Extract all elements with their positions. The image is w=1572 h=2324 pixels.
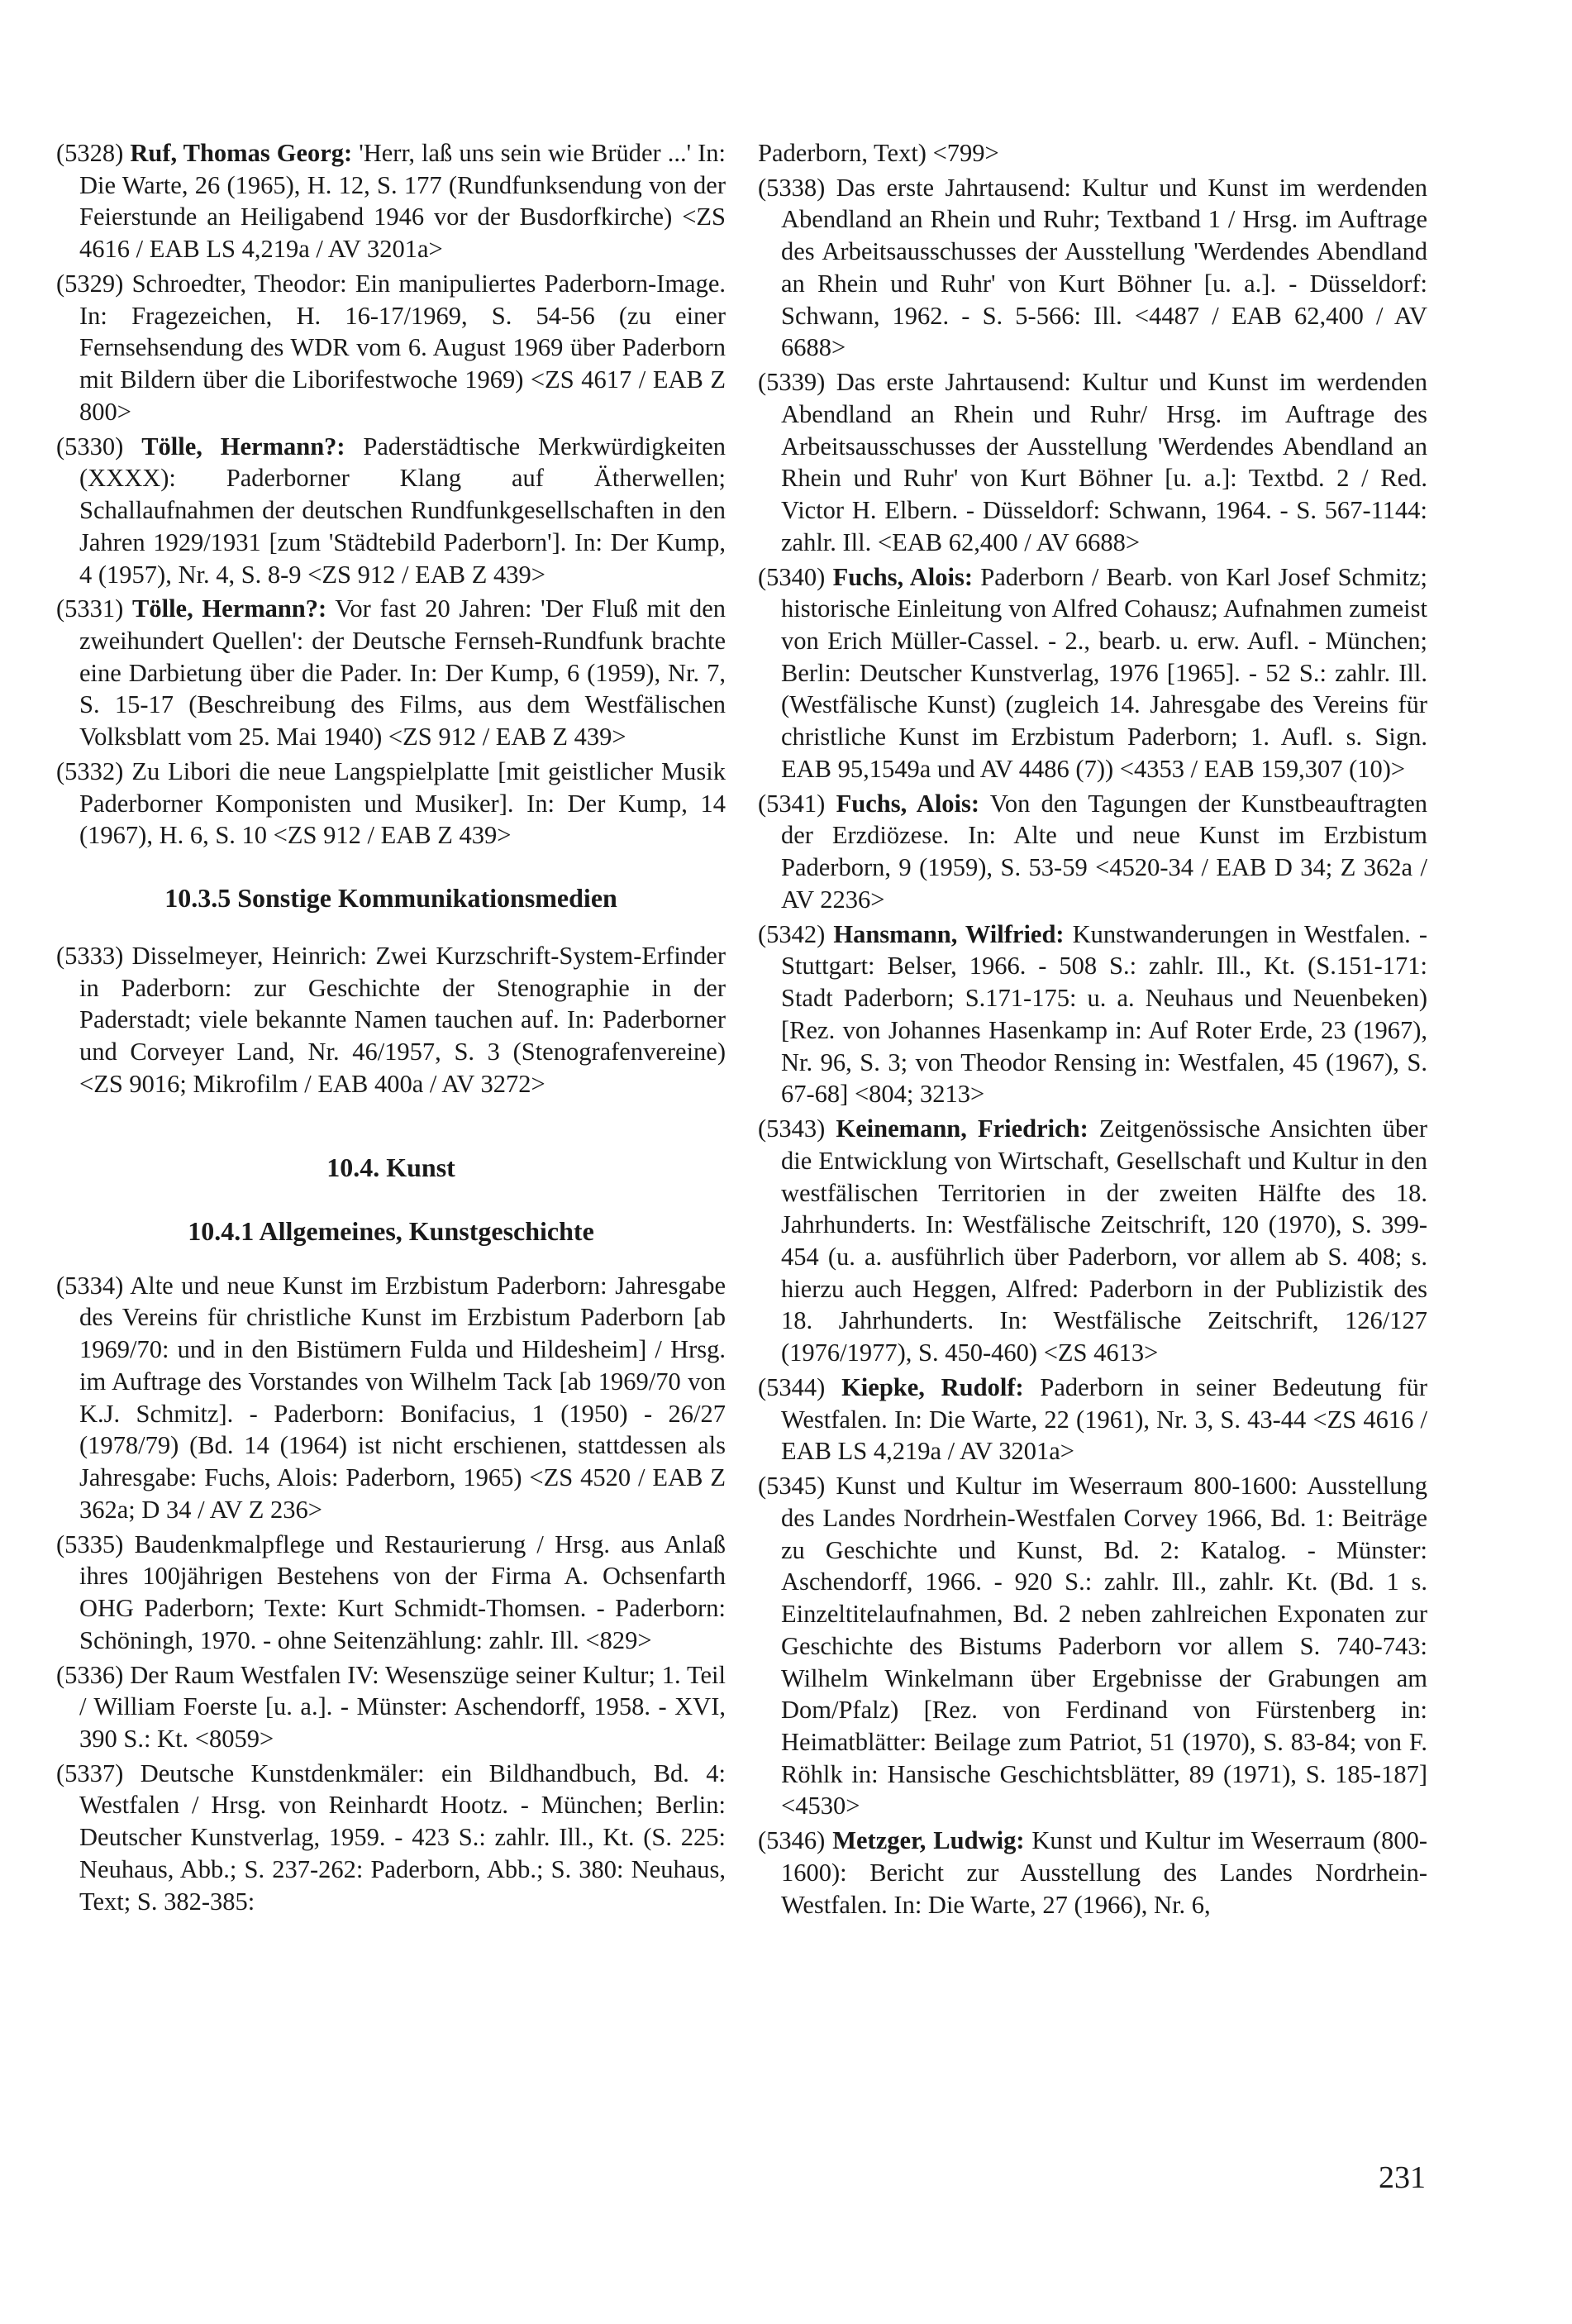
entry-text: Zu Libori die neue Langspielplatte [mit geistlicher Musik Paderborner Komponisten und Musiker]. In: Der Kump, 14 (1967), H. 6, S. 10 <ZS 912 / EAB Z 439> — [79, 756, 726, 850]
entry-number: (5345) — [758, 1472, 826, 1501]
entry-number: (5344) — [758, 1372, 826, 1401]
entry-number: (5334) — [56, 1271, 124, 1300]
entry-number: (5342) — [758, 919, 826, 948]
entry-number: (5336) — [56, 1660, 124, 1689]
bibliography-entry — [758, 366, 1427, 558]
entry-text: Der Raum Westfalen IV: Wesenszüge seiner Kultur; 1. Teil / William Foerste [u. a.]. - Münster: Aschendorff, 1958. - XVI, 390 S.: Kt. <8059> — [79, 1660, 726, 1753]
bibliography-entry — [758, 788, 1427, 916]
bibliography-entry — [56, 940, 726, 1100]
page-number: 231 — [1379, 2160, 1426, 2195]
entry-text: Von den Tagungen der Kunstbeauftragten der Erzdiözese. In: Alte und neue Kunst im Erzbistum Paderborn, 9 (1959), S. 53-59 <4520-34 / EAB D 34; Z 362a / AV 2236> — [781, 789, 1427, 914]
entry-author: Tölle, Hermann?: — [132, 594, 327, 623]
entries-telecom — [56, 137, 726, 852]
section-heading-10-4-1: 10.4.1 Allgemeines, Kunstgeschichte — [188, 1216, 594, 1247]
bibliography-entry — [56, 1270, 726, 1526]
entry-text: Disselmeyer, Heinrich: Zwei Kurzschrift-System-Erfinder in Paderborn: zur Geschichte der Stenographie in der Paderstadt; viele bekannte Namen tauchen auf. In: Paderborner und Corveyer Land, Nr. 46/1957, S. 3 (Stenografenvereine) <ZS 9016; Mikrofilm / EAB 400a / AV 3272> — [79, 941, 726, 1098]
bibliography-entry — [758, 919, 1427, 1110]
entry-number: (5338) — [758, 173, 826, 202]
entry-number: (5329) — [56, 269, 124, 298]
entry-author: Keinemann, Friedrich: — [836, 1114, 1088, 1143]
entries-other-media — [56, 940, 726, 1100]
entry-text: Paderborn in seiner Bedeutung für Westfalen. In: Die Warte, 22 (1961), Nr. 3, S. 43-44 <ZS 4616 / EAB LS 4,219a / AV 3201a> — [781, 1372, 1427, 1466]
left-column — [56, 137, 726, 1920]
entry-text: Schroedter, Theodor: Ein manipuliertes Paderborn-Image. In: Fragezeichen, H. 16-17/1969, S. 54-56 (zu einer Fernsehsendung des WDR vom 6. August 1969 über Paderborn mit Bildern über die Liborifestwoche 1969) <ZS 4617 / EAB Z 800> — [79, 269, 726, 426]
entry-number: (5341) — [758, 789, 826, 818]
bibliography-entry — [758, 1825, 1427, 1921]
section-heading-10-3-5: 10.3.5 Sonstige Kommunikationsmedien — [164, 883, 617, 914]
entry-text: Kunstwanderungen in Westfalen. - Stuttgart: Belser, 1966. - 508 S.: zahlr. Ill., Kt. (S.151-171: Stadt Paderborn; S.171-175: u. a. Neuhaus und Neuenbeken) [Rez. von Johannes Hasenkamp in: Auf Roter Erde, 23 (1967), Nr. 96, S. 3; von Theodor Rensing in: Westfalen, 45 (1967), S. 67-68] <804; 3213> — [781, 919, 1427, 1109]
entry-number: (5332) — [56, 756, 124, 785]
bibliography-entry — [56, 268, 726, 428]
bibliography-entry — [758, 172, 1427, 364]
entry-text: Baudenkmalpflege und Restaurierung / Hrsg. aus Anlaß ihres 100jährigen Bestehens von der Firma A. Ochsenfarth OHG Paderborn; Texte: Kurt Schmidt-Thomsen. - Paderborn: Schöningh, 1970. - ohne Seitenzählung: zahlr. Ill. <829> — [79, 1529, 726, 1654]
entry-text: Kunst und Kultur im Weserraum (800-1600): Bericht zur Ausstellung des Landes Nordrhein-Westfalen. In: Die Warte, 27 (1966), Nr. 6, — [781, 1826, 1427, 1919]
entry-number: (5330) — [56, 432, 124, 461]
bibliography-entry — [56, 1529, 726, 1657]
entry-number: (5343) — [758, 1114, 826, 1143]
entry-text: Vor fast 20 Jahren: 'Der Fluß mit den zweihundert Quellen': der Deutsche Fernseh-Rundfunk brachte eine Darbietung über die Pader. In: Der Kump, 6 (1959), Nr. 7, S. 15-17 (Beschreibung des Films, aus dem Westfälischen Volksblatt vom 25. Mai 1940) <ZS 912 / EAB Z 439> — [79, 594, 726, 752]
entry-text: Alte und neue Kunst im Erzbistum Paderborn: Jahresgabe des Vereins für christliche Kunst im Erzbistum Paderborn [ab 1969/70: und in den Bistümern Fulda und Hildesheim] / Hrsg. im Auftrage des Vorstandes von Wilhelm Tack [ab 1969/70 von K.J. Schmitz]. - Paderborn: Bonifacius, 1 (1950) - 26/27 (1978/79) (Bd. 14 (1964) ist nicht erschienen, stattdessen als Jahresgabe: Fuchs, Alois: Paderborn, 1965) <ZS 4520 / EAB Z 362a; D 34 / AV Z 236> — [79, 1271, 726, 1524]
right-column — [758, 137, 1427, 1923]
entries-art-right — [758, 172, 1427, 1921]
section-heading-10-4: 10.4. Kunst — [326, 1152, 455, 1183]
bibliography-entry — [56, 1659, 726, 1755]
bibliography-entry — [758, 561, 1427, 785]
bibliography-entry — [758, 1372, 1427, 1467]
entry-text: Kunst und Kultur im Weserraum 800-1600: Ausstellung des Landes Nordrhein-Westfalen Corvey 1966, Bd. 1: Beiträge zu Geschichte und Kunst, Bd. 2: Katalog. - Münster: Aschendorff, 1966. - 920 S.: zahlr. Ill., zahlr. Kt. (Bd. 1 s. Einzeltitelaufnahmen, Bd. 2 neben zahlreichen Exponaten zur Geschichte des Bistums Paderborn vor allem S. 740-743: Wilhelm Winkelmann über Ergebnisse der Grabungen am Dom/Pfalz) [Rez. von Ferdinand von Fürstenberg in: Heimatblätter: Beilage zum Patriot, 51 (1970), S. 83-84; von F. Röhlk in: Hansische Geschichtsblätter, 89 (1971), S. 185-187] <4530> — [781, 1472, 1428, 1821]
entry-author: Metzger, Ludwig: — [832, 1826, 1025, 1855]
entry-number: (5337) — [56, 1759, 124, 1787]
entry-text: Paderborn / Bearb. von Karl Josef Schmitz; historische Einleitung von Alfred Cohausz; Aufnahmen zumeist von Erich Müller-Cassel. - 2., bearb. u. erw. Aufl. - München; Berlin: Deutscher Kunstverlag, 1976 [1965]. - 52 S.: zahlr. Ill. (Westfälische Kunst) (zugleich 14. Jahresgabe des Vereins für christliche Kunst im Erzbistum Paderborn; 1. Aufl. s. Sign. EAB 95,1549a und AV 4486 (7)) <4353 / EAB 159,307 (10)> — [781, 562, 1428, 783]
bibliography-entry — [758, 1470, 1427, 1822]
bibliography-entry — [56, 137, 726, 265]
entry-number: (5328) — [56, 139, 124, 167]
entry-text: Das erste Jahrtausend: Kultur und Kunst im werdenden Abendland an Rhein und Ruhr/ Hrsg. im Auftrage des Arbeitsausschusses der Ausstellung 'Werdendes Abendland an Rhein und Ruhr' von Kurt Böhner [u. a.]: Textbd. 2 / Red. Victor H. Elbern. - Düsseldorf: Schwann, 1964. - S. 567-1144: zahlr. Ill. <EAB 62,400 / AV 6688> — [781, 368, 1427, 556]
entry-number: (5331) — [56, 594, 124, 623]
entry-number: (5335) — [56, 1529, 124, 1558]
entry-number: (5339) — [758, 368, 826, 397]
entry-text: Zeitgenössische Ansichten über die Entwicklung von Wirtschaft, Gesellschaft und Kultur in den westfälischen Territorien in der zweiten Hälfte des 18. Jahrhunderts. In: Westfälische Zeitschrift, 120 (1970), S. 399-454 (u. a. ausführlich über Paderborn, vor allem ab S. 408; s. hierzu auch Heggen, Alfred: Paderborn in der Publizistik des 18. Jahrhunderts. In: Westfälische Zeitschrift, 126/127 (1976/1977), S. 450-460) <ZS 4613> — [781, 1114, 1427, 1367]
entry-number: (5346) — [758, 1826, 826, 1855]
bibliography-entry — [56, 1758, 726, 1918]
entry-text: 'Herr, laß uns sein wie Brüder ...' In: Die Warte, 26 (1965), H. 12, S. 177 (Rundfunksendung von der Feierstunde an Heiligabend 1946 vor der Busdorfkirche) <ZS 4616 / EAB LS 4,219a / AV 3201a> — [79, 139, 726, 264]
continuation-text: Paderborn, Text) <799> — [758, 139, 999, 167]
entry-author: Kiepke, Rudolf: — [841, 1372, 1024, 1401]
bibliography-entry — [56, 756, 726, 852]
entry-text: Das erste Jahrtausend: Kultur und Kunst im werdenden Abendland an Rhein und Ruhr; Textband 1 / Hrsg. im Auftrage des Arbeitsausschusses der Ausstellung 'Werdendes Abendland an Rhein und Ruhr' von Kurt Böhner [u. a.]. - Düsseldorf: Schwann, 1962. - S. 5-566: Ill. <4487 / EAB 62,400 / AV 6688> — [781, 173, 1427, 362]
entry-number: (5333) — [56, 941, 124, 970]
entry-author: Hansmann, Wilfried: — [833, 919, 1065, 948]
entry-author: Fuchs, Alois: — [836, 789, 980, 818]
entry-text: Deutsche Kunstdenkmäler: ein Bildhandbuch, Bd. 4: Westfalen / Hrsg. von Reinhardt Hootz. - München; Berlin: Deutscher Kunstverlag, 1959. - 423 S.: zahlr. Ill., Kt. (S. 225: Neuhaus, Abb.; S. 237-262: Paderborn, Abb.; S. 380: Neuhaus, Text; S. 382-385: — [79, 1759, 726, 1916]
entry-author: Tölle, Hermann?: — [141, 432, 345, 461]
bibliography-entry — [758, 1113, 1427, 1369]
bibliography-entry — [56, 593, 726, 753]
entry-author: Fuchs, Alois: — [832, 562, 973, 591]
entries-art-history — [56, 1270, 726, 1918]
entry-author: Ruf, Thomas Georg: — [130, 139, 353, 167]
entry-text: Paderstädtische Merkwürdigkeiten (XXXX): Paderborner Klang auf Ätherwellen; Schallaufnahmen der deutschen Rundfunkgesellschaften in den Jahren 1929/1931 [zum 'Städtebild Paderborn']. In: Der Kump, 4 (1957), Nr. 4, S. 8-9 <ZS 912 / EAB Z 439> — [79, 432, 726, 589]
entry-number: (5340) — [758, 562, 826, 591]
bibliography-entry — [56, 431, 726, 591]
